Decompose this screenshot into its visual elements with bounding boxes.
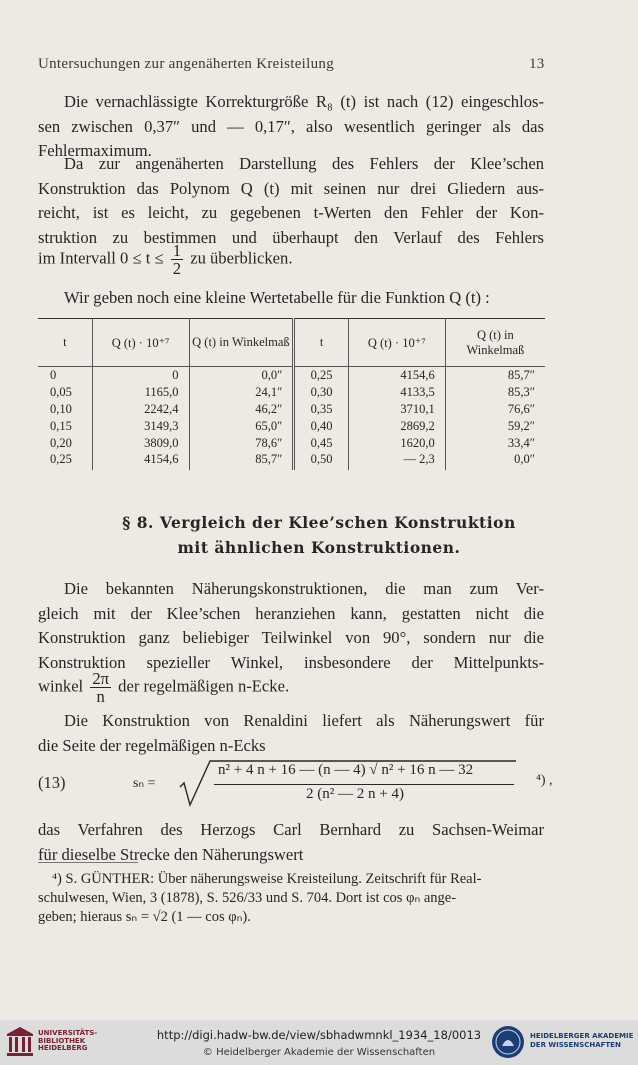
table-cell: 2869,2 xyxy=(348,418,445,435)
equation-label: (13) xyxy=(38,773,66,792)
section-heading-line-1: § 8. Vergleich der Klee’schen Konstruktion xyxy=(122,513,516,532)
footnote-line: ⁴) S. GÜNTHER: Über näherungsweise Kreisteilung. Zeitschrift für Real- xyxy=(52,871,482,887)
table-cell: 0,25 xyxy=(38,452,92,470)
text-line: Konstruktion spezieller Winkel, insbesondere der Mittelpunkts- xyxy=(38,652,544,672)
col-header-t: t xyxy=(38,319,92,367)
col-header-q-angle: Q (t) in Winkelmaß xyxy=(466,327,525,357)
table-cell: 1620,0 xyxy=(348,435,445,452)
fraction-denominator: 2 xyxy=(172,259,182,278)
fraction-denominator: n xyxy=(96,687,105,706)
text-line: Die bekannten Näherungskonstruktionen, die man zum Ver- xyxy=(64,579,544,598)
text-line: Konstruktion ganz beliebiger Teilwinkel von 90°, sondern nur die xyxy=(38,628,544,647)
text-line: für dieselbe Strecke den Näherungswert xyxy=(38,844,304,864)
logo-text-line: DER WISSENSCHAFTEN xyxy=(530,1041,621,1049)
academy-seal-icon xyxy=(492,1026,524,1058)
table-header-row xyxy=(38,319,545,367)
logo-text-line: HEIDELBERGER AKADEMIE xyxy=(530,1032,634,1040)
paragraph-5 xyxy=(38,709,544,758)
copyright-notice: © Heidelberger Akademie der Wissenschaften xyxy=(202,1047,436,1058)
logo-text-line: HEIDELBERG xyxy=(38,1044,88,1052)
table-row xyxy=(38,435,545,452)
paragraph-4 xyxy=(38,577,544,675)
table-cell: 0 xyxy=(92,367,189,384)
academy-name xyxy=(530,1032,633,1050)
table-cell: 3809,0 xyxy=(92,435,189,452)
table-cell: 0,25 xyxy=(294,367,349,384)
equation-numerator: n² + 4 n + 16 — (n — 4) √ n² + 16 n — 32 xyxy=(218,762,474,778)
table-cell: 0,30 xyxy=(294,384,349,401)
footnote-line: geben; hieraus sₙ = √2 (1 — cos φₙ). xyxy=(38,909,251,925)
text-line: gleich mit der Klee’schen heranziehen kann, gestatten nicht die xyxy=(38,603,544,623)
fraction-numerator: 2π xyxy=(92,669,110,688)
footnote xyxy=(38,870,545,927)
text-line: die Seite der regelmäßigen n-Ecks xyxy=(38,735,266,755)
winkel-suffix: der regelmäßigen n-Ecke. xyxy=(118,676,290,696)
table-cell: 3149,3 xyxy=(92,418,189,435)
table-cell: — 2,3 xyxy=(348,452,445,470)
table-cell: 76,6″ xyxy=(507,401,535,416)
interval-line xyxy=(38,242,544,277)
text-line: Die Konstruktion von Renaldini liefert als Näherungswert für xyxy=(64,711,544,730)
paragraph-3: Wir geben noch eine kleine Wertetabelle für die Funktion Q (t) : xyxy=(64,288,490,307)
table-cell: 33,4″ xyxy=(507,435,535,450)
table-cell: 46,2″ xyxy=(189,401,294,418)
footnote-line: schulwesen, Wien, 3 (1878), S. 526/33 und S. 704. Dort ist cos φₙ ange- xyxy=(38,890,457,906)
table-body xyxy=(38,367,545,470)
page-number: 13 xyxy=(529,56,545,72)
table-cell: 2242,4 xyxy=(92,401,189,418)
fraction-2pi-over-n xyxy=(90,670,111,705)
text-line: struktion zu bestimmen und überhaupt den Verlauf des Fehlers xyxy=(38,227,544,247)
table-cell: 24,1″ xyxy=(189,384,294,401)
table-cell: 0,40 xyxy=(294,418,349,435)
table-cell: 0 xyxy=(38,367,92,384)
table-cell: 65,0″ xyxy=(189,418,294,435)
interval-suffix: zu überblicken. xyxy=(190,248,293,268)
table-cell: 3710,1 xyxy=(348,401,445,418)
text-line: Die vernachlässigte Korrekturgröße R₈ (t) ist nach (12) eingeschlos- xyxy=(64,92,544,111)
table-row xyxy=(38,384,545,401)
table-cell: 85,7″ xyxy=(189,452,294,470)
table-row xyxy=(38,401,545,418)
text-line: das Verfahren des Herzogs Carl Bernhard zu Sachsen-Weimar xyxy=(38,820,544,839)
equation-denominator: 2 (n² — 2 n + 4) xyxy=(306,786,404,802)
table-cell: 4154,6 xyxy=(92,452,189,470)
footnote-ref: ⁴) , xyxy=(536,773,553,788)
fraction-one-half xyxy=(171,242,183,277)
section-heading-line-2: mit ähnlichen Konstruktionen. xyxy=(177,538,461,557)
table-cell: 0,20 xyxy=(38,435,92,452)
text-line: Fehlermaximum. xyxy=(38,141,152,160)
text-line: reicht, ist es leicht, zu gegebenen t-Werten den Fehler der Kon- xyxy=(38,203,544,222)
table-row xyxy=(38,367,545,384)
table-cell: 59,2″ xyxy=(507,418,535,433)
col-header-q-scaled: Q (t) · 10⁺⁷ xyxy=(92,319,189,367)
table-cell: 85,7″ xyxy=(507,367,535,382)
running-title: Untersuchungen zur angenäherten Kreisteilung xyxy=(38,56,335,72)
table-cell: 78,6″ xyxy=(189,435,294,452)
permalink-url[interactable]: http://digi.hadw-bw.de/view/sbhadwmnkl_1934_18/0013 xyxy=(156,1028,482,1042)
text-line: Konstruktion das Polynom Q (t) mit seinen nur drei Gliedern aus- xyxy=(38,178,544,198)
table-row xyxy=(38,418,545,435)
col-header-t: t xyxy=(294,319,349,367)
table-cell: 0,0″ xyxy=(189,367,294,384)
text-line: Da zur angenäherten Darstellung des Fehlers der Klee’schen xyxy=(64,154,544,173)
equation-lhs: sₙ = xyxy=(133,776,156,791)
logo-text-line: UNIVERSITÄTS- xyxy=(38,1029,98,1037)
paragraph-6 xyxy=(38,818,544,867)
paragraph-2 xyxy=(38,152,544,250)
table-cell: 85,3″ xyxy=(507,384,535,399)
table-cell: 4154,6 xyxy=(348,367,445,384)
viewer-footer xyxy=(0,1020,638,1065)
table-cell: 0,35 xyxy=(294,401,349,418)
logo-text-line: BIBLIOTHEK xyxy=(38,1036,86,1045)
table-cell: 0,10 xyxy=(38,401,92,418)
table-cell: 0,50 xyxy=(294,452,349,470)
text-line: sen zwischen 0,37″ und — 0,17″, also wesentlich geringer als das xyxy=(38,116,544,136)
footnote-rule xyxy=(38,862,138,863)
interval-prefix: im Intervall 0 ≤ t ≤ xyxy=(38,248,164,268)
table-cell: 4133,5 xyxy=(348,384,445,401)
table-cell: 1165,0 xyxy=(92,384,189,401)
equation-13 xyxy=(38,755,598,815)
winkel-prefix: winkel xyxy=(38,676,84,696)
value-table xyxy=(38,318,545,470)
col-header-q-scaled: Q (t) · 10⁺⁷ xyxy=(348,319,445,367)
table-cell: 0,0″ xyxy=(514,451,535,466)
table-row xyxy=(38,452,545,470)
table-cell: 0,45 xyxy=(294,435,349,452)
table-cell: 0,15 xyxy=(38,418,92,435)
table-cell: 0,05 xyxy=(38,384,92,401)
col-header-q-angle: Q (t) in Winkelmaß xyxy=(189,319,294,367)
winkel-line xyxy=(38,670,544,705)
fraction-numerator: 1 xyxy=(172,241,182,260)
